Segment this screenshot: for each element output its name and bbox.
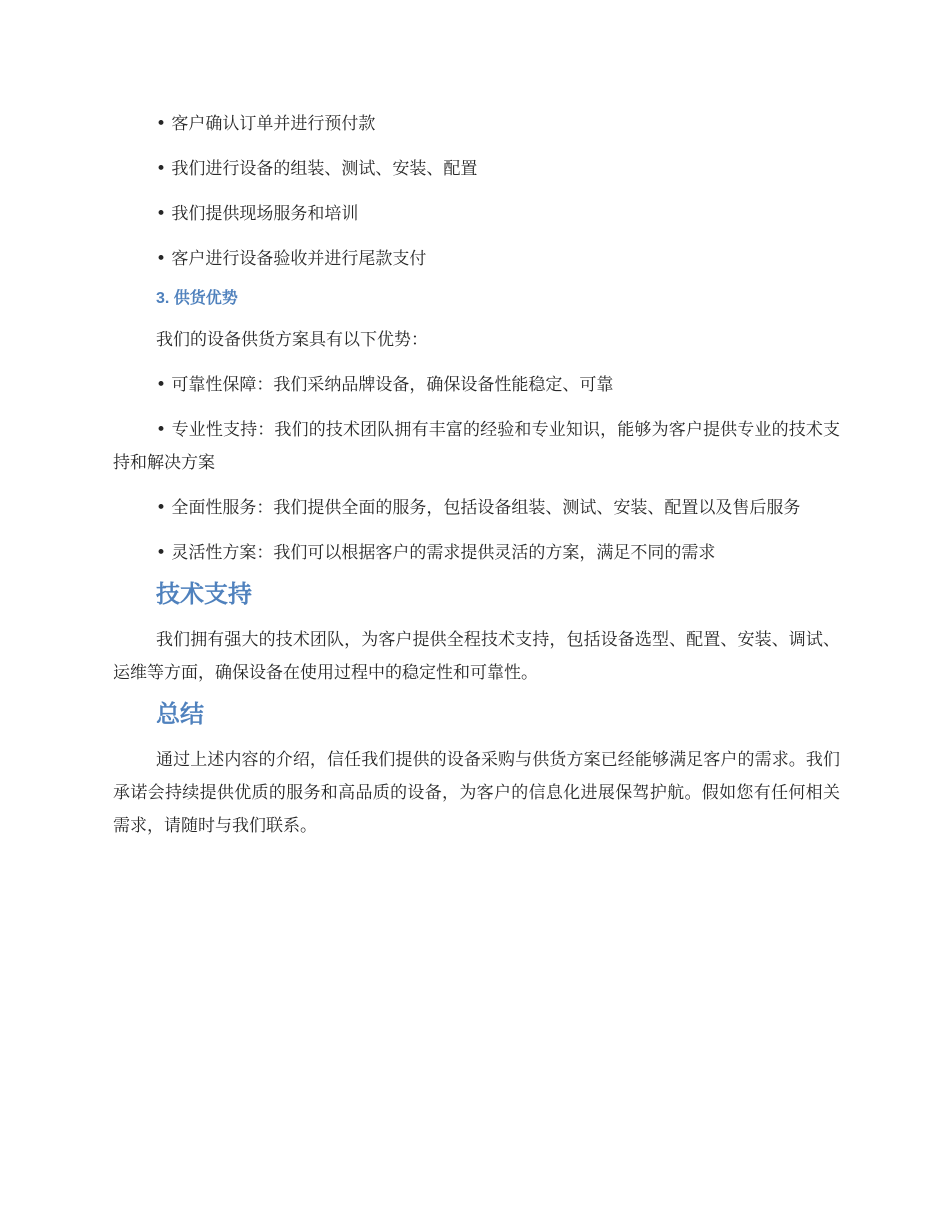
list-item: • 可靠性保障：我们采纳品牌设备，确保设备性能稳定、可靠 <box>156 375 614 395</box>
document-page <box>113 108 840 843</box>
list-item: • 专业性支持：我们的技术团队拥有丰富的经验和专业知识，能够为客户提供专业的技术支持和解决方案 <box>113 420 840 473</box>
list-item: • 我们进行设备的组装、测试、安装、配置 <box>156 159 478 179</box>
list-item: • 我们提供现场服务和培训 <box>156 204 359 224</box>
list-item: • 客户确认订单并进行预付款 <box>156 114 376 134</box>
section-heading-supply-advantage: 3. 供货优势 <box>156 290 238 307</box>
section-heading-tech-support: 技术支持 <box>156 580 252 608</box>
list-item: • 全面性服务：我们提供全面的服务，包括设备组装、测试、安装、配置以及售后服务 <box>156 498 801 518</box>
section-heading-summary: 总结 <box>156 700 204 728</box>
supply-advantage-intro: 我们的设备供货方案具有以下优势： <box>156 330 428 350</box>
list-item: • 灵活性方案：我们可以根据客户的需求提供灵活的方案，满足不同的需求 <box>156 543 716 563</box>
list-item: • 客户进行设备验收并进行尾款支付 <box>156 249 427 269</box>
summary-body: 通过上述内容的介绍，信任我们提供的设备采购与供货方案已经能够满足客户的需求。我们承诺会持续提供优质的服务和高品质的设备，为客户的信息化进展保驾护航。假如您有任何相关需求，请随时与我们联系。 <box>113 750 840 836</box>
tech-support-body: 我们拥有强大的技术团队，为客户提供全程技术支持，包括设备选型、配置、安装、调试、运维等方面，确保设备在使用过程中的稳定性和可靠性。 <box>113 630 840 683</box>
